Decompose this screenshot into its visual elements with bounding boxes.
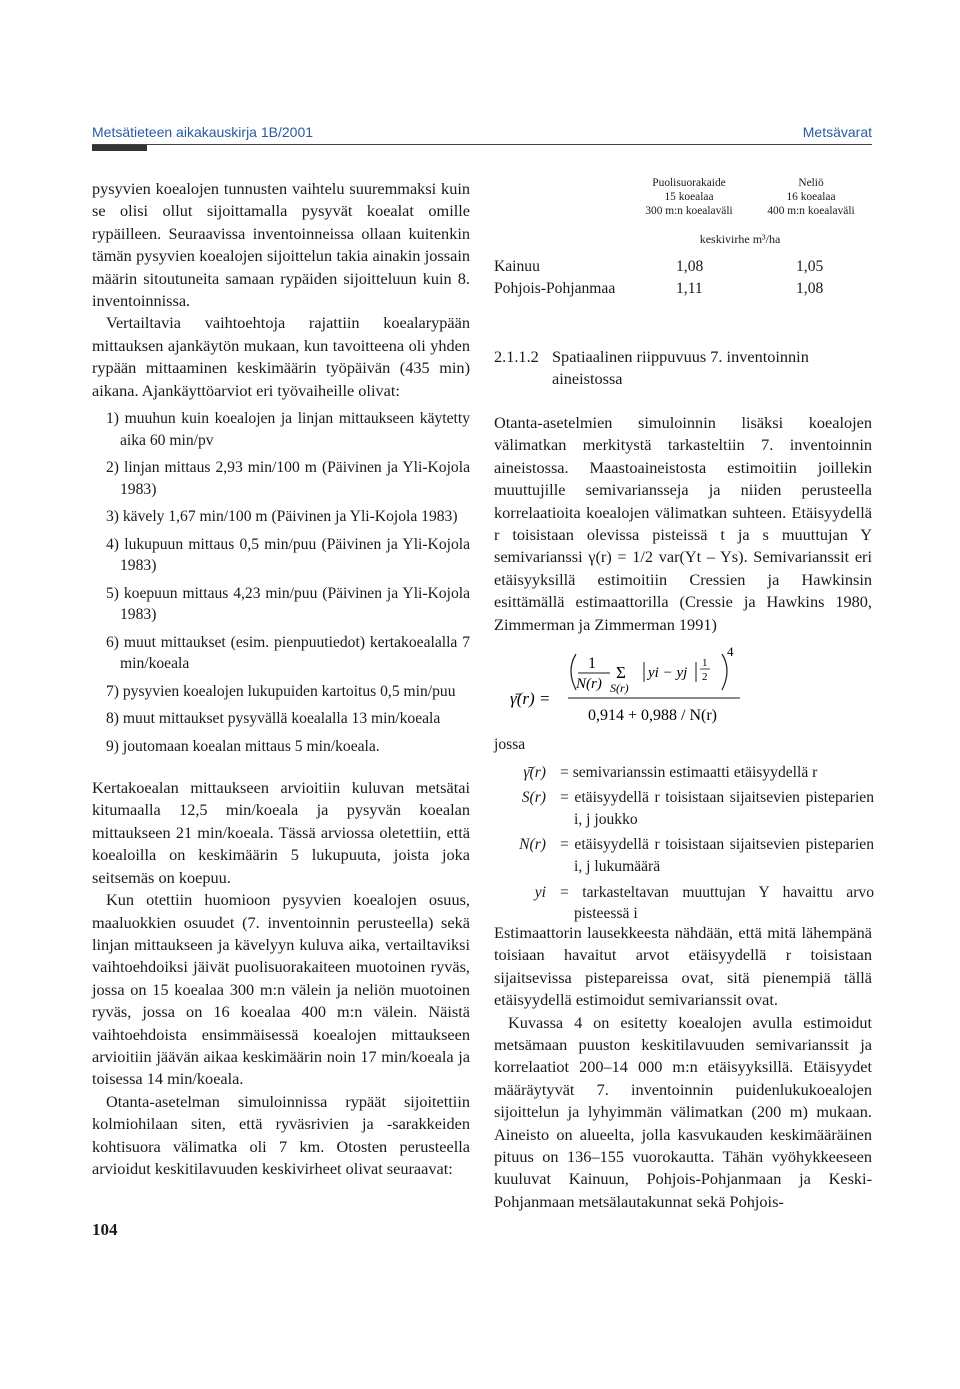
paragraph-4: Kun otettiin huomioon pysyvien koealojen osuus, maaluokkien osuudet (7. inventoinnin perusteella) sekä linjan mittaukseen ja kävelyyn kuluva aika, vertailtaviksi vaihtoehdoiksi jäivät puolisuorakaiteen muotoinen ryväs, jossa on 15 koealaa 300 m:n välein ja neliön muotoinen ryväs, jossa on 16 koealaa 400 m:n välein. Näistä vaihtoehdoista ensimmäisessä koealojen mittaukseen arvioitiin jäävän aikaa keskimäärin noin 17 min/koeala ja toisessa 14 min/koeala.	[92, 890, 470, 1089]
right-paragraph-2: Estimaattorin lausekkeesta nähdään, että mitä lähempänä toisiaan havaitut arvot etäisyydellä r toisistaan sijaitsevissa pistepareissa ovat, sitä pienempiä tällä etäisyydellä estimoidut semivarianssit ovat.	[494, 923, 872, 1010]
table-header-col2: Neliö 16 koealaa 400 m:n koealaväli	[767, 177, 855, 217]
paragraph-1: pysyvien koealojen tunnusten vaihtelu suuremmaksi kuin se olisi ollut sijoittamalla pysyvät koealat omille rypäilleen. Seuraavissa inventoinneissa ollaan kuitenkin tämän pysyvien koealojen sijoittelun takia ainakin jossain määrin sitoutuneita samaan rypäiden sijoitteluun kuin 8. inventoinnissa.	[92, 179, 470, 311]
eq-lhs: γ̄(r) =	[510, 689, 551, 708]
definition-row	[494, 762, 874, 784]
time-estimates-list	[92, 408, 470, 757]
list-item: 4) lukupuun mittaus 0,5 min/puu (Päivinen ja Yli-Kojola 1983)	[106, 535, 470, 575]
list-item: 8) muut mittaukset pysyvällä koealalla 13 min/koeala	[106, 710, 441, 728]
definitions	[494, 734, 874, 929]
row-name: Pohjois-Pohjanmaa	[494, 280, 616, 297]
journal-title: Metsätieteen aikakauskirja 1B/2001	[92, 124, 314, 140]
row-value-2: 1,05	[796, 258, 824, 275]
list-item: 2) linjan mittaus 2,93 min/100 m (Päivinen ja Yli-Kojola 1983)	[106, 459, 470, 498]
jossa-label: jossa	[494, 736, 526, 753]
eq-half-num: 1	[702, 657, 708, 669]
paragraph-5: Otanta-asetelman simuloinnissa rypäät sijoitettiin kolmiohilaan siten, että ryväsrivien ja -sarakkeiden kohtisuora välimatka oli 7 km. Otosten perusteella arvioidut keskitilavuuden keskivirheet olivat seuraavat:	[92, 1091, 470, 1178]
definition-row	[494, 787, 874, 830]
eq-S: S(r)	[610, 681, 629, 695]
section-title-text: Spatiaalinen riippuvuus 7. inventoinnin aineistossa	[552, 347, 809, 389]
right-paragraph-1: Otanta-asetelmien simuloinnin lisäksi koealojen välimatkan merkitystä tarkasteltiin 7. inventoinnin aineistossa. Maastoaineistosta estimoitiin joillekin muuttujille semivariansseja ja niiden perusteella korrelaatioita koealojen välimatkan suhteen. Etäisyydellä r toisistaan olevissa pisteissä t ja s muuttujan Y semivarianssi γ(r) = 1/2 var(Yt – Ys). Semivarianssit eri etäisyyksillä estimoitiin Cressien ja Hawkinsin esittämällä estimaattorilla (Cressie ja Hawkins 1980, Zimmerman ja Zimmerman 1991)	[494, 413, 872, 634]
definition-row	[494, 882, 874, 925]
row-value-1: 1,08	[676, 258, 704, 275]
def-text: = semivarianssin estimaatti etäisyydellä r	[560, 763, 818, 781]
list-item: 5) koepuun mittaus 4,23 min/puu (Päivinen ja Yli-Kojola 1983)	[106, 584, 470, 624]
page-number: 104	[92, 1220, 118, 1239]
list-item: 6) muut mittaukset (esim. pienpuutiedot) kertakoealalla 7 min/koeala	[106, 633, 470, 673]
right-column-bottom	[494, 922, 872, 1213]
def-text: = etäisyydellä r toisistaan sijaitsevien pisteparien i, j lukumäärä	[560, 836, 874, 875]
def-symbol: yi	[534, 883, 546, 901]
list-item: 3) kävely 1,67 min/100 m (Päivinen ja Yli-Kojola 1983)	[106, 508, 458, 526]
eq-half-den: 2	[702, 671, 708, 683]
header-rule-block	[92, 145, 147, 151]
list-item: 9) joutomaan koealan mittaus 5 min/koeala.	[106, 737, 380, 755]
eq-one: 1	[588, 655, 596, 672]
def-symbol: S(r)	[521, 789, 546, 807]
row-value-1: 1,11	[676, 280, 703, 297]
paragraph-3: Kertakoealan mittaukseen arvioitiin kuluvan metsätai kitumaalla 12,5 min/koeala ja pysyvän koealan mittaukseen 21 min/koeala. Tässä arviossa oletettiin, että koealoilla on keskimäärin 5 lukupuuta, joista joka seitsemäs on koepuu.	[92, 778, 470, 887]
definition-row	[494, 834, 874, 877]
list-item: 7) pysyvien koealojen lukupuiden kartoitus 0,5 min/puu	[106, 682, 456, 700]
row-name: Kainuu	[494, 258, 540, 275]
section-number: 2.1.1.2	[494, 347, 539, 366]
def-text: = etäisyydellä r toisistaan sijaitsevien pisteparien i, j joukko	[560, 789, 874, 828]
def-symbol: γ̄(r)	[523, 763, 546, 781]
section-title: Metsävarat	[802, 124, 872, 140]
table-unit: keskivirhe m³/ha	[699, 232, 781, 246]
table-header-col1: Puolisuorakaide 15 koealaa 300 m:n koealaväli	[645, 177, 733, 217]
left-column	[92, 178, 470, 1180]
eq-denominator: 0,914 + 0,988 / N(r)	[588, 707, 718, 724]
eq-power: 4	[727, 644, 734, 659]
eq-sum: Σ	[616, 663, 626, 682]
header-rule	[92, 144, 872, 145]
row-value-2: 1,08	[796, 280, 824, 297]
def-text: = tarkasteltavan muuttujan Y havaittu arvo pisteessä i	[560, 883, 874, 923]
def-symbol: N(r)	[519, 836, 546, 854]
right-paragraph-3: Kuvassa 4 on esitetty koealojen avulla estimoidut metsämaan puuston keskitilavuuden semivarianssit ja korrelaatiot 200–14 000 m:n etäisyyksillä. Etäisyydet määräytyvät 7. inventoinnin puidenlukukoealojen sijoittelun ja lyhyimmän välimatkan (200 m) mukaan. Aineisto on alueelta, jolla kasvukauden keskimääräinen pituus on 136–155 vuorokautta. Tähän vyöhykkeeseen kuuluvat Kainuun, Pohjois-Pohjanmaan ja Keski-Pohjanmaan metsälautakunnat sekä Pohjois-	[494, 1012, 872, 1211]
right-paren	[722, 654, 727, 690]
eq-abs: yi − yj	[648, 665, 688, 681]
semivariance-equation	[510, 640, 870, 730]
paragraph-2: Vertailtavia vaihtoehtoja rajattiin koealarypään mittauksen ajankäytön mukaan, kun tavoitteena oli yhden rypään mittaaminen keskimäärin työpäivän (435 min) aikana. Ajankäyttöarviot eri työvaiheille olivat:	[92, 313, 470, 400]
eq-N: N(r)	[576, 676, 602, 692]
list-item: 1) muuhun kuin koealojen ja linjan mittaukseen käytetty aika 60 min/pv	[106, 410, 470, 449]
